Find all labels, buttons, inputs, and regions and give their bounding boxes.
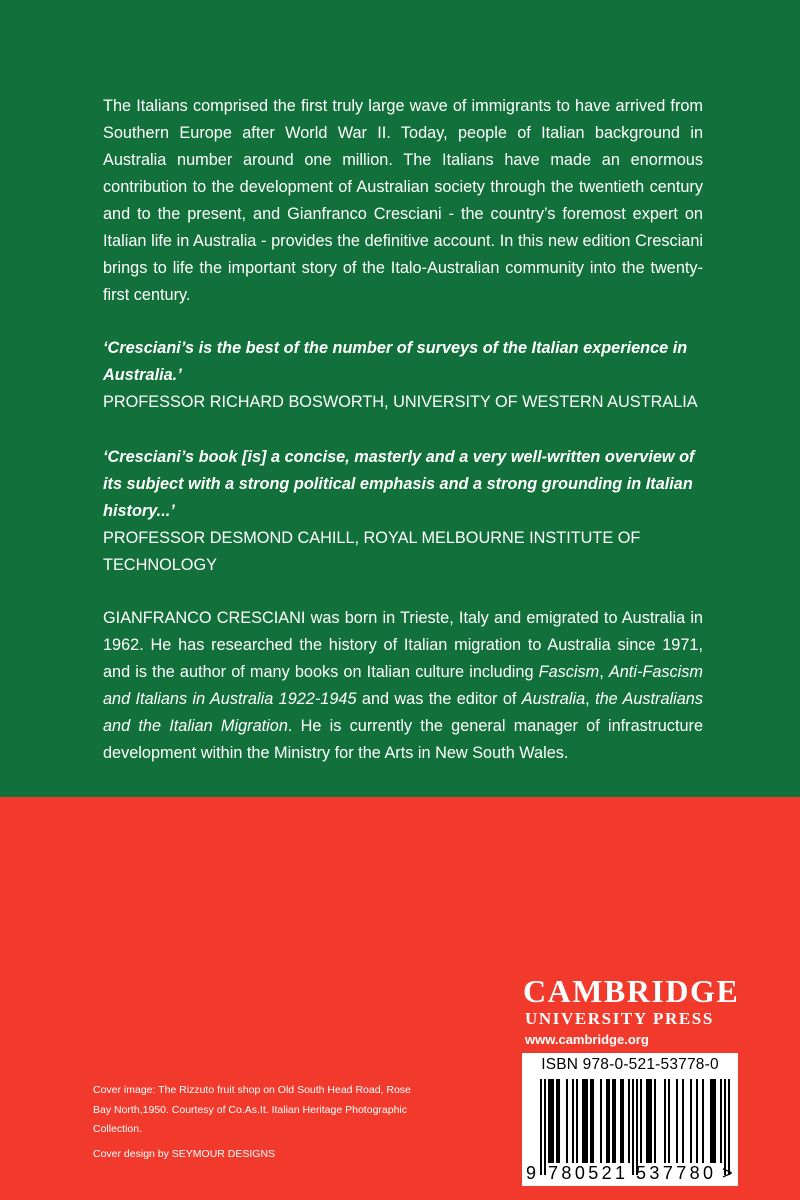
barcode-bar [720, 1079, 722, 1163]
barcode-guard-bar [724, 1079, 726, 1175]
review-quote-2: ‘Cresciani’s book [is] a concise, masterly and a very well-written overview of its subject with a strong political emphasis and a strong grounding in Italian history...’ [103, 448, 695, 520]
barcode-bar [682, 1079, 684, 1163]
barcode-bar [592, 1079, 594, 1163]
barcode-bar [714, 1079, 716, 1163]
bio-title-fascism: Fascism [538, 663, 600, 681]
barcode-bar [712, 1079, 714, 1163]
review-quote-1: ‘Cresciani’s is the best of the number of surveys of the Italian experience in Australia.’ [103, 339, 688, 384]
barcode-bar [650, 1079, 652, 1163]
barcode-digits [522, 1163, 738, 1185]
barcode-bar [646, 1079, 648, 1163]
barcode-bar [550, 1079, 552, 1163]
publisher-logo [523, 973, 740, 1049]
barcode-end-marker: > [722, 1163, 733, 1183]
barcode-bar [576, 1079, 578, 1163]
barcode-bar [640, 1079, 642, 1163]
bio-text-2: and was the editor of [356, 690, 522, 708]
bio-title-australia: Australia [521, 690, 586, 708]
barcode-bar [628, 1079, 630, 1163]
bio-sep-2: , [585, 690, 596, 708]
barcode-guard-bar [544, 1079, 546, 1175]
barcode-guard-bar [636, 1079, 638, 1175]
cover-image-credit: Cover image: The Rizzuto fruit shop on Old South Head Road, Rose Bay North,1950. Courtesy of Co.As.It. Italian Heritage Photographic Collection. [93, 1084, 411, 1135]
barcode-left-group: 780521 [548, 1163, 629, 1183]
bio-title-antifascism: Anti-Fascism and Italians in Australia 1922-1945 [103, 663, 703, 708]
barcode-bar [590, 1079, 592, 1163]
isbn-barcode-box [522, 1053, 738, 1186]
barcode-first-digit: 9 [526, 1163, 537, 1183]
blurb-column [103, 93, 703, 767]
barcode-bar [552, 1079, 554, 1163]
barcode-bar [690, 1079, 692, 1163]
barcode-bar [654, 1079, 656, 1163]
barcode-bar [548, 1079, 550, 1163]
barcode-bar [572, 1079, 574, 1163]
barcode-bar [558, 1079, 560, 1163]
bio-sep-1: , [599, 663, 609, 681]
barcode-bar [606, 1079, 608, 1163]
book-description: The Italians comprised the first truly large wave of immigrants to have arrived from Southern Europe after World War II. Today, people of Italian background in Australia number around one million. The Italians have made an enormous contribution to the development of Australian society through the twentieth century and to the present, and Gianfranco Cresciani - the country’s foremost expert on Italian life in Australia - provides the definitive account. In this new edition Cresciani brings to life the important story of the Italo-Australian community into the twenty-first century. [103, 97, 703, 304]
barcode-bar [566, 1079, 568, 1163]
bio-title-migration: the Australians and the Italian Migration [103, 690, 704, 735]
cover-credits [93, 1081, 413, 1164]
review-attribution-1: PROFESSOR RICHARD BOSWORTH, UNIVERSITY OF WESTERN AUSTRALIA [103, 393, 698, 411]
barcode-guard-bar [540, 1079, 542, 1175]
barcode-bar [664, 1079, 666, 1163]
barcode-bar [648, 1079, 650, 1163]
barcode-bar [702, 1079, 704, 1163]
barcode-bar [668, 1079, 670, 1163]
bio-text-3: . He is currently the general manager of infrastructure development within the Ministry for the Arts in New South Wales. [103, 717, 703, 762]
barcode-bar [676, 1079, 678, 1163]
review-attribution-2: PROFESSOR DESMOND CAHILL, ROYAL MELBOURNE INSTITUTE OF TECHNOLOGY [103, 529, 641, 574]
barcode-guard-bar [632, 1079, 634, 1175]
barcode-bar [556, 1079, 558, 1163]
barcode-guard-bar [728, 1079, 730, 1175]
bio-text-1: GIANFRANCO CRESCIANI was born in Trieste, Italy and emigrated to Australia in 1962. He has researched the history of Italian migration to Australia since 1971, and is the author of many books on Italian culture including [103, 609, 703, 681]
barcode-bar [710, 1079, 712, 1163]
publisher-subname: UNIVERSITY PRESS [525, 1009, 714, 1028]
barcode-right-group: 537780 [636, 1163, 717, 1183]
author-bio [103, 605, 703, 767]
barcode-bar [612, 1079, 614, 1163]
barcode-bar [614, 1079, 616, 1163]
barcode-bar [620, 1079, 622, 1163]
barcode-bar [608, 1079, 610, 1163]
barcode-bar [600, 1079, 602, 1163]
barcode-bar [696, 1079, 698, 1163]
barcode-bar [584, 1079, 586, 1163]
barcode-bar [622, 1079, 624, 1163]
isbn-label: ISBN 978-0-521-53778-0 [541, 1056, 719, 1073]
barcode-bar [582, 1079, 584, 1163]
publisher-name: CAMBRIDGE [523, 973, 740, 1009]
cover-design-credit: Cover design by SEYMOUR DESIGNS [93, 1147, 276, 1160]
publisher-url: www.cambridge.org [525, 1032, 649, 1047]
barcode-bar [586, 1079, 588, 1163]
